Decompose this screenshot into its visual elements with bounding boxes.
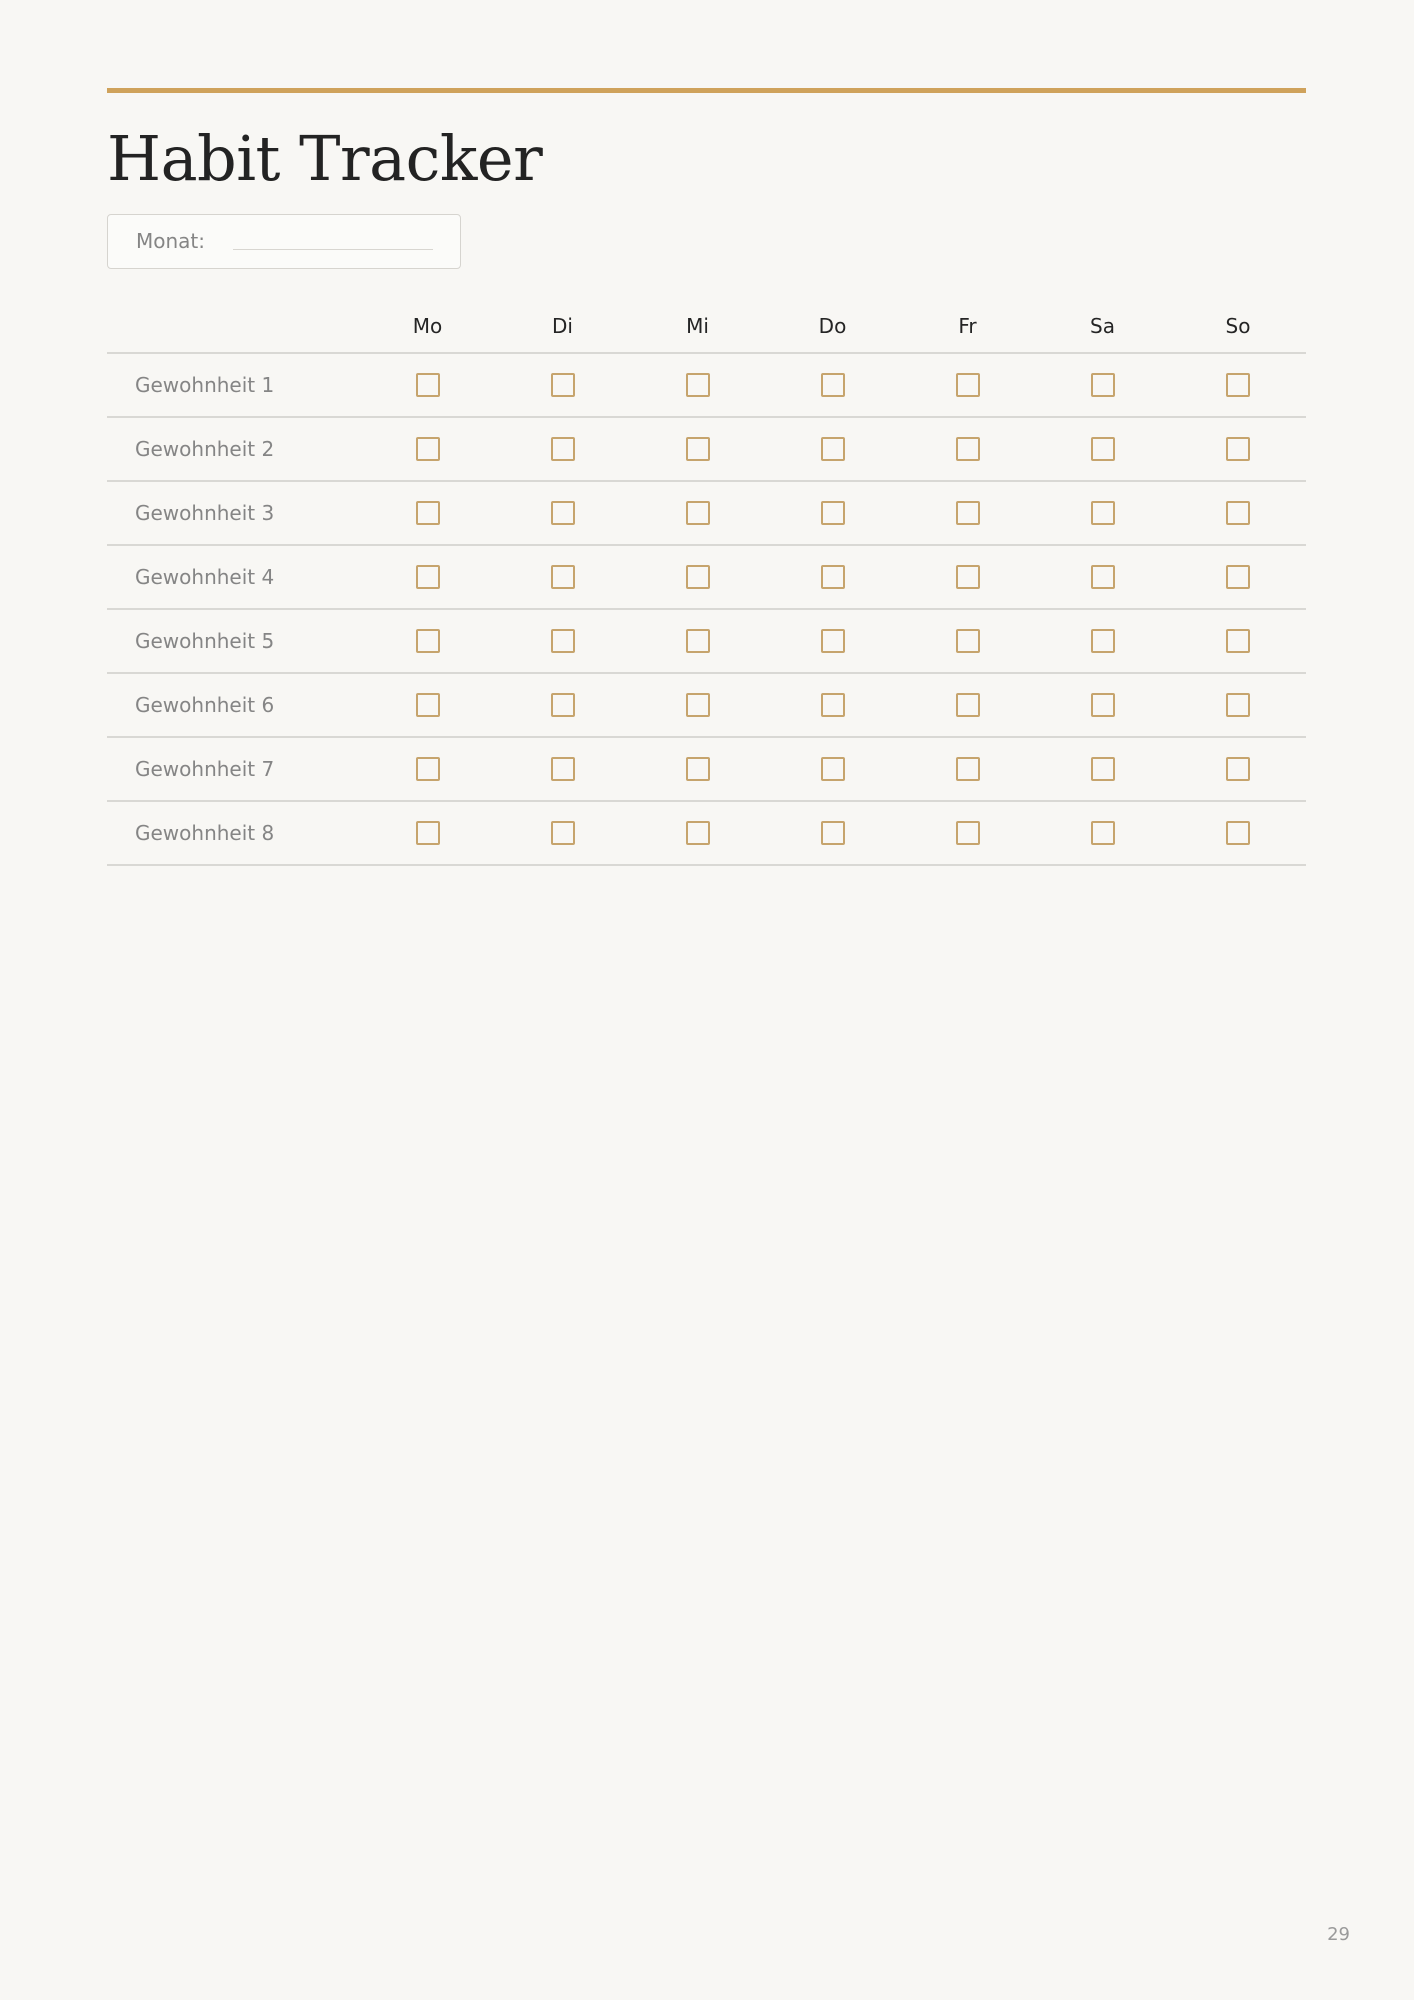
habit-checkbox[interactable] xyxy=(821,693,845,717)
habit-checkbox[interactable] xyxy=(956,821,980,845)
habit-row xyxy=(107,417,1306,481)
day-cell xyxy=(360,609,495,673)
day-cell xyxy=(495,353,630,417)
day-cell xyxy=(1170,609,1306,673)
day-cell xyxy=(1170,673,1306,737)
month-field[interactable] xyxy=(107,214,461,269)
habit-checkbox[interactable] xyxy=(551,437,575,461)
habit-label: Gewohnheit 4 xyxy=(107,545,360,609)
day-cell xyxy=(630,737,765,801)
day-cell xyxy=(1035,481,1170,545)
habit-checkbox[interactable] xyxy=(956,565,980,589)
habit-checkbox[interactable] xyxy=(1091,629,1115,653)
habit-label: Gewohnheit 7 xyxy=(107,737,360,801)
habit-checkbox[interactable] xyxy=(1226,501,1250,525)
habit-checkbox[interactable] xyxy=(1226,437,1250,461)
habit-label: Gewohnheit 8 xyxy=(107,801,360,865)
habit-row xyxy=(107,545,1306,609)
day-cell xyxy=(1035,609,1170,673)
habit-checkbox[interactable] xyxy=(821,373,845,397)
habit-label: Gewohnheit 2 xyxy=(107,417,360,481)
day-cell xyxy=(900,353,1035,417)
day-cell xyxy=(765,609,900,673)
day-cell xyxy=(360,545,495,609)
habit-checkbox[interactable] xyxy=(686,629,710,653)
day-cell xyxy=(900,609,1035,673)
day-cell xyxy=(1035,417,1170,481)
day-cell xyxy=(1170,545,1306,609)
habit-checkbox[interactable] xyxy=(956,373,980,397)
habit-checkbox[interactable] xyxy=(416,821,440,845)
day-cell xyxy=(630,545,765,609)
habit-checkbox[interactable] xyxy=(686,821,710,845)
day-cell xyxy=(1170,353,1306,417)
habit-row xyxy=(107,353,1306,417)
habit-checkbox[interactable] xyxy=(1226,821,1250,845)
habit-row xyxy=(107,481,1306,545)
day-cell xyxy=(900,737,1035,801)
day-cell xyxy=(495,737,630,801)
habit-checkbox[interactable] xyxy=(1226,629,1250,653)
day-cell xyxy=(900,481,1035,545)
day-cell xyxy=(900,801,1035,865)
habit-checkbox[interactable] xyxy=(956,629,980,653)
habit-checkbox[interactable] xyxy=(416,565,440,589)
habit-column-header xyxy=(107,300,360,353)
day-cell xyxy=(630,673,765,737)
habit-checkbox[interactable] xyxy=(551,821,575,845)
day-cell xyxy=(360,673,495,737)
habit-checkbox[interactable] xyxy=(686,565,710,589)
habit-label: Gewohnheit 5 xyxy=(107,609,360,673)
day-cell xyxy=(630,353,765,417)
habit-checkbox[interactable] xyxy=(686,757,710,781)
day-cell xyxy=(765,545,900,609)
day-cell xyxy=(900,673,1035,737)
day-cell xyxy=(630,481,765,545)
habit-checkbox[interactable] xyxy=(551,501,575,525)
day-cell xyxy=(765,737,900,801)
habit-checkbox[interactable] xyxy=(416,629,440,653)
habit-checkbox[interactable] xyxy=(1091,757,1115,781)
month-label: Monat: xyxy=(136,229,206,253)
habit-checkbox[interactable] xyxy=(956,437,980,461)
habit-label: Gewohnheit 6 xyxy=(107,673,360,737)
habit-checkbox[interactable] xyxy=(821,821,845,845)
habit-checkbox[interactable] xyxy=(416,437,440,461)
habit-checkbox[interactable] xyxy=(686,373,710,397)
day-cell xyxy=(360,481,495,545)
day-cell xyxy=(1035,737,1170,801)
habit-checkbox[interactable] xyxy=(416,693,440,717)
habit-label: Gewohnheit 1 xyxy=(107,353,360,417)
day-cell xyxy=(495,609,630,673)
day-cell xyxy=(630,609,765,673)
day-header: Sa xyxy=(1035,300,1170,353)
day-cell xyxy=(765,673,900,737)
day-cell xyxy=(765,801,900,865)
habit-checkbox[interactable] xyxy=(551,693,575,717)
habit-checkbox[interactable] xyxy=(1226,565,1250,589)
habit-checkbox[interactable] xyxy=(821,629,845,653)
day-cell xyxy=(360,417,495,481)
day-cell xyxy=(1170,737,1306,801)
habit-checkbox[interactable] xyxy=(1091,373,1115,397)
day-cell xyxy=(765,353,900,417)
day-cell xyxy=(1035,545,1170,609)
habit-checkbox[interactable] xyxy=(686,693,710,717)
day-cell xyxy=(765,417,900,481)
day-header: Do xyxy=(765,300,900,353)
header-row xyxy=(107,300,1306,353)
day-cell xyxy=(495,545,630,609)
habit-checkbox[interactable] xyxy=(821,501,845,525)
day-cell xyxy=(495,481,630,545)
habit-checkbox[interactable] xyxy=(416,757,440,781)
habit-checkbox[interactable] xyxy=(821,437,845,461)
month-write-line[interactable] xyxy=(233,249,433,250)
habit-checkbox[interactable] xyxy=(1226,757,1250,781)
day-header: Mi xyxy=(630,300,765,353)
habit-checkbox[interactable] xyxy=(551,757,575,781)
habit-checkbox[interactable] xyxy=(956,757,980,781)
habit-checkbox[interactable] xyxy=(1226,693,1250,717)
day-cell xyxy=(495,801,630,865)
day-cell xyxy=(630,801,765,865)
tracker-header xyxy=(107,300,1306,353)
habit-checkbox[interactable] xyxy=(551,629,575,653)
day-cell xyxy=(495,417,630,481)
day-cell xyxy=(1170,481,1306,545)
day-header: Di xyxy=(495,300,630,353)
habit-checkbox[interactable] xyxy=(416,373,440,397)
habit-checkbox[interactable] xyxy=(821,757,845,781)
habit-checkbox[interactable] xyxy=(1091,565,1115,589)
habit-row xyxy=(107,609,1306,673)
day-cell xyxy=(1035,353,1170,417)
day-header: So xyxy=(1170,300,1306,353)
habit-checkbox[interactable] xyxy=(686,501,710,525)
habit-row xyxy=(107,801,1306,865)
habit-checkbox[interactable] xyxy=(686,437,710,461)
day-cell xyxy=(360,353,495,417)
habit-checkbox[interactable] xyxy=(551,565,575,589)
day-header: Fr xyxy=(900,300,1035,353)
day-cell xyxy=(765,481,900,545)
day-cell xyxy=(1035,801,1170,865)
habit-row xyxy=(107,737,1306,801)
day-cell xyxy=(1170,801,1306,865)
day-cell xyxy=(630,417,765,481)
habit-checkbox[interactable] xyxy=(416,501,440,525)
page-number: 29 xyxy=(1327,1924,1350,1945)
habit-checkbox[interactable] xyxy=(956,501,980,525)
day-cell xyxy=(1035,673,1170,737)
page-title: Habit Tracker xyxy=(107,122,543,195)
top-accent-rule xyxy=(107,88,1306,93)
day-cell xyxy=(900,545,1035,609)
habit-checkbox[interactable] xyxy=(1091,437,1115,461)
habit-checkbox[interactable] xyxy=(1091,821,1115,845)
day-cell xyxy=(1170,417,1306,481)
day-header: Mo xyxy=(360,300,495,353)
habit-checkbox[interactable] xyxy=(1091,693,1115,717)
habit-tracker-table xyxy=(107,300,1306,866)
day-cell xyxy=(900,417,1035,481)
habit-checkbox[interactable] xyxy=(1226,373,1250,397)
habit-checkbox[interactable] xyxy=(821,565,845,589)
habit-checkbox[interactable] xyxy=(551,373,575,397)
habit-label: Gewohnheit 3 xyxy=(107,481,360,545)
day-cell xyxy=(360,737,495,801)
day-cell xyxy=(495,673,630,737)
habit-checkbox[interactable] xyxy=(956,693,980,717)
habit-rows xyxy=(107,353,1306,865)
habit-row xyxy=(107,673,1306,737)
habit-checkbox[interactable] xyxy=(1091,501,1115,525)
day-cell xyxy=(360,801,495,865)
